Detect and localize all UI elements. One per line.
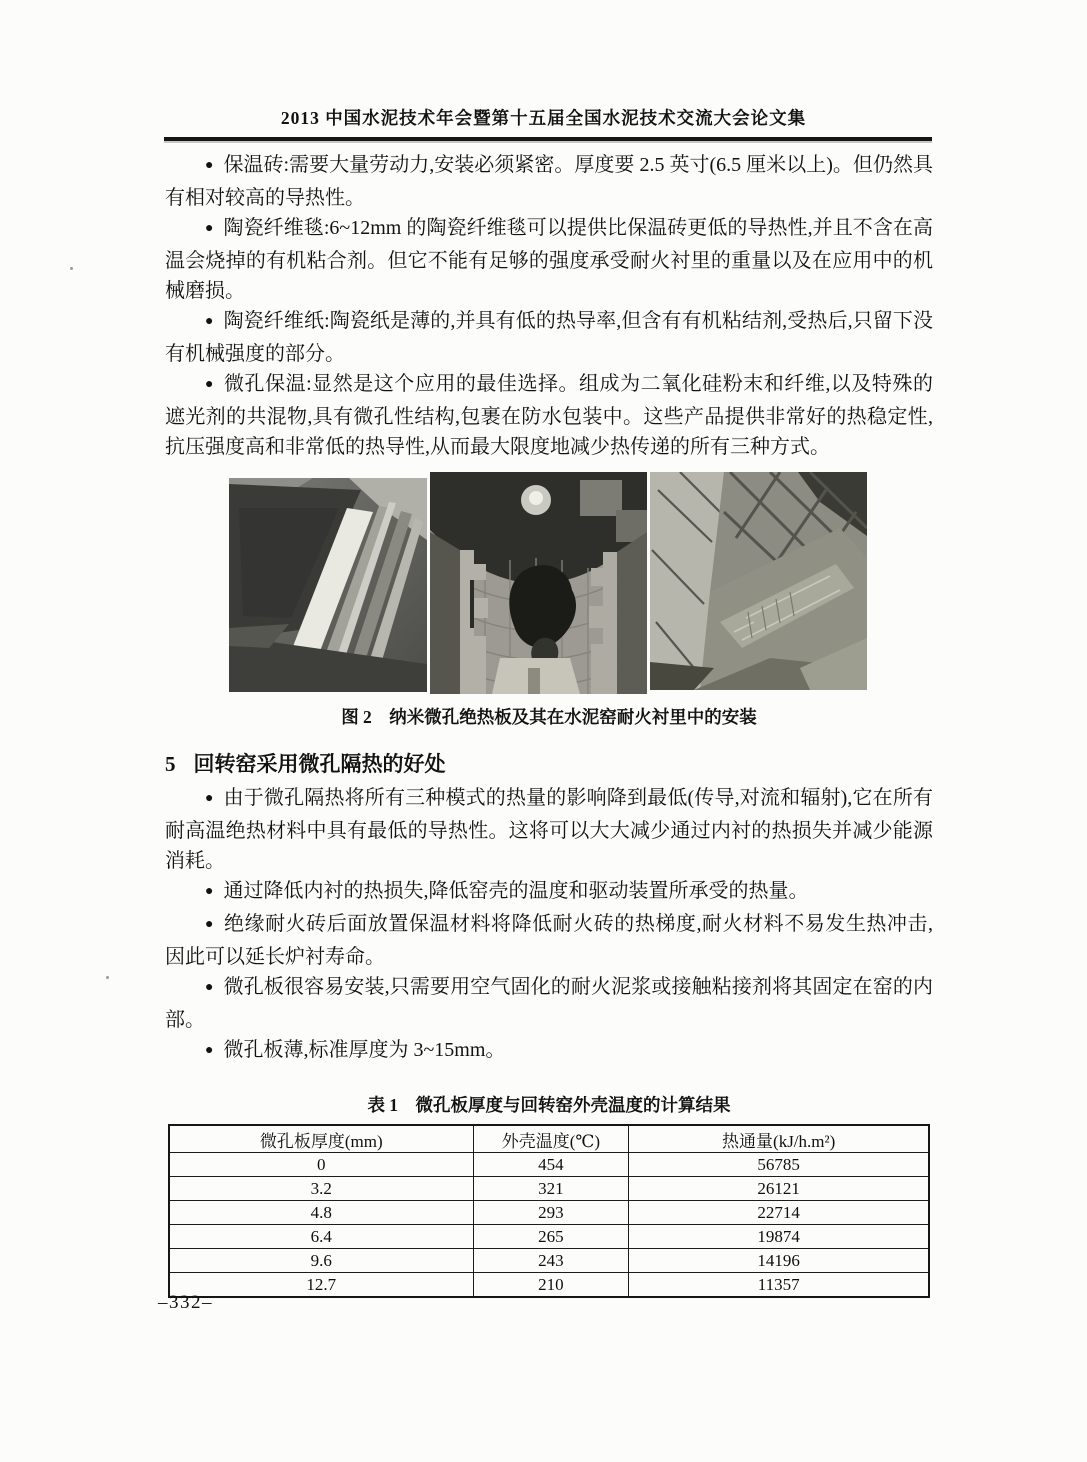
header-rule [164, 137, 932, 141]
col-header-panel-thickness: 微孔板厚度(mm) [169, 1125, 473, 1153]
table-row [169, 1177, 929, 1201]
cell-thickness: 6.4 [169, 1225, 473, 1249]
proceedings-header-title: 2013 中国水泥技术年会暨第十五届全国水泥技术交流大会论文集 [280, 108, 807, 128]
paragraph-text: 由于微孔隔热将所有三种模式的热量的影响降到最低(传导,对流和辐射),它在所有耐高温绝热材料中具有最低的导热性。这将可以大大减少通过内衬的热损失并减少能源消耗。 [165, 787, 933, 872]
bullet-paragraph-thermal-gradient [165, 909, 933, 972]
paragraph-text: 陶瓷纤维毯:6~12mm 的陶瓷纤维毯可以提供比保温砖更低的导热性,并且不含在高温会烧掉的有机粘合剂。但它不能有足够的强度承受耐火衬里的重量以及在应用中的机械磨损。 [165, 217, 933, 302]
bullet-icon: ● [205, 1043, 214, 1058]
table-header-row [169, 1125, 929, 1153]
paragraph-text: 通过降低内衬的热损失,降低窑壳的温度和驱动装置所承受的热量。 [223, 880, 809, 902]
cell-thickness: 4.8 [169, 1201, 473, 1225]
bullet-icon: ● [205, 917, 214, 932]
col-header-heat-flux: 热通量(kJ/h.m²) [629, 1125, 929, 1153]
cell-thickness: 12.7 [169, 1273, 473, 1298]
bullet-icon: ● [205, 980, 214, 995]
paragraph-text: 微孔保温:显然是这个应用的最佳选择。组成为二氧化硅粉末和纤维,以及特殊的遮光剂的共混物,具有微孔性结构,包裹在防水包装中。这些产品提供非常好的热稳定性,抗压强度高和非常低的热导性,从而最大限度地减少热传递的所有三种方式。 [165, 373, 933, 458]
cell-heat-flux: 19874 [629, 1225, 929, 1249]
cell-shell-temp: 321 [473, 1177, 629, 1201]
paragraph-text: 微孔板很容易安装,只需要用空气固化的耐火泥浆或接触粘接剂将其固定在窑的内部。 [165, 976, 933, 1031]
table-row [169, 1225, 929, 1249]
page-number: –332– [158, 1292, 213, 1313]
section-title: 回转窑采用微孔隔热的好处 [193, 752, 446, 776]
table-row [169, 1249, 929, 1273]
bullet-paragraph-easy-install [165, 972, 933, 1035]
bullet-paragraph-thickness [165, 1035, 933, 1068]
figure-caption: 图 2 纳米微孔绝热板及其在水泥窑耐火衬里中的安装 [341, 707, 757, 727]
cell-thickness: 0 [169, 1153, 473, 1177]
paragraph-text: 绝缘耐火砖后面放置保温材料将降低耐火砖的热梯度,耐火材料不易发生热冲击,因此可以延长炉衬寿命。 [165, 913, 933, 968]
cell-heat-flux: 11357 [629, 1273, 929, 1298]
bullet-paragraph-shell-temperature [165, 876, 933, 909]
bullet-icon: ● [205, 314, 214, 329]
section-number: 5 [165, 752, 176, 776]
bullet-paragraph-ceramic-fiber-blanket [165, 213, 933, 306]
paragraph-text: 陶瓷纤维纸:陶瓷纸是薄的,并具有低的热导率,但含有有机粘结剂,受热后,只留下没有机械强度的部分。 [165, 310, 933, 365]
bullet-paragraph-microporous-insulation [165, 369, 933, 462]
figure-photo-kiln-brick-lining [650, 472, 867, 690]
bullet-icon: ● [205, 221, 214, 236]
table-1-title: 表 1 微孔板厚度与回转窑外壳温度的计算结果 [367, 1095, 731, 1115]
section-5-heading [165, 751, 933, 778]
figure-photo-kiln-interior-installation [430, 472, 647, 694]
cell-shell-temp: 210 [473, 1273, 629, 1298]
bullet-paragraph-insulating-brick [165, 150, 933, 213]
cell-heat-flux: 22714 [629, 1201, 929, 1225]
table-row [169, 1273, 929, 1298]
col-header-shell-temperature: 外壳温度(℃) [473, 1125, 629, 1153]
paragraph-text: 微孔板薄,标准厚度为 3~15mm。 [223, 1039, 506, 1061]
cell-heat-flux: 14196 [629, 1249, 929, 1273]
cell-thickness: 9.6 [169, 1249, 473, 1273]
bullet-icon: ● [205, 791, 214, 806]
cell-shell-temp: 293 [473, 1201, 629, 1225]
paragraph-text: 保温砖:需要大量劳动力,安装必须紧密。厚度要 2.5 英寸(6.5 厘米以上)。但仍然具有相对较高的导热性。 [165, 154, 933, 209]
page-body [165, 150, 933, 1298]
cell-shell-temp: 454 [473, 1153, 629, 1177]
figure-photo-insulation-boards [229, 478, 427, 692]
bullet-paragraph-heat-modes [165, 783, 933, 876]
cell-thickness: 3.2 [169, 1177, 473, 1201]
scan-artifact-dot [70, 267, 73, 270]
scan-artifact-dot [106, 976, 109, 979]
cell-heat-flux: 56785 [629, 1153, 929, 1177]
cell-shell-temp: 265 [473, 1225, 629, 1249]
figure-2-photos [229, 472, 867, 694]
table-1 [168, 1124, 930, 1298]
cell-shell-temp: 243 [473, 1249, 629, 1273]
bullet-icon: ● [205, 158, 214, 173]
table-row [169, 1201, 929, 1225]
cell-heat-flux: 26121 [629, 1177, 929, 1201]
bullet-icon: ● [205, 377, 214, 392]
table-row [169, 1153, 929, 1177]
bullet-icon: ● [205, 884, 214, 899]
bullet-paragraph-ceramic-fiber-paper [165, 306, 933, 369]
